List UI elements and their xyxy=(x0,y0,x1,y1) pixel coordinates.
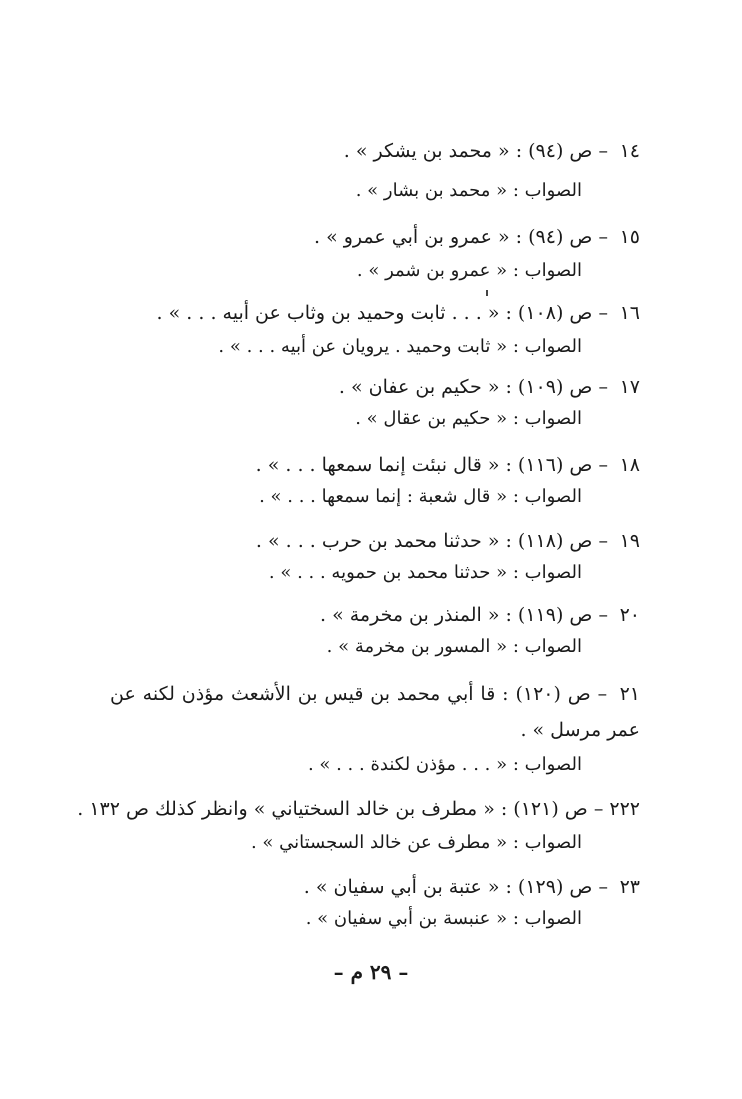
correction-14: الصواب : « محمد بن بشار » . xyxy=(355,180,582,201)
entry-20: ٢٠ – ص (١١٩) : « المنذر بن مخرمة » . xyxy=(319,604,640,626)
entry-number: ١٩ xyxy=(619,530,640,552)
entry-16: ١٦ – ص (١٠٨) : « . . . ثابت وحميد بن وثاب عن أبيه . . . » . xyxy=(156,302,640,324)
entry-number: ١٨ xyxy=(619,454,640,476)
entry-number: ١٥ xyxy=(619,226,640,248)
correction-18: الصواب : « قال شعبة : إنما سمعها . . . » . xyxy=(259,486,582,507)
entry-15: ١٥ – ص (٩٤) : « عمرو بن أبي عمرو » . xyxy=(314,226,640,248)
correction-19: الصواب : « حدثنا محمد بن حمويه . . . » . xyxy=(268,562,582,583)
entry-21: ٢١ – ص (١٢٠) : قا أبي محمد بن قيس بن الأشعث مؤذن لكنه عن عمر مرسل » . xyxy=(110,676,640,748)
entry-text: ص (٩٤) : « محمد بن يشكر » . xyxy=(343,140,593,162)
stray-mark xyxy=(486,290,488,296)
correction-22: الصواب : « مطرف عن خالد السجستاني » . xyxy=(250,832,582,853)
correction-15: الصواب : « عمرو بن شمر » . xyxy=(356,260,582,281)
entry-23: ٢٣ – ص (١٢٩) : « عتبة بن أبي سفيان » . xyxy=(303,876,640,898)
entry-text: ص (١٢١) : « مطرف بن خالد السختياني » وانظر كذلك ص ١٣٢ . xyxy=(77,798,588,820)
entry-text: ص (١٢٠) : قا أبي محمد بن قيس بن الأشعث مؤذن لكنه عن عمر مرسل » . xyxy=(110,683,640,741)
entry-text: ص (١١٦) : « قال نبئت إنما سمعها . . . » . xyxy=(255,454,593,476)
entry-number: ٢٠ xyxy=(619,604,640,626)
entry-22: ٢٢٢ – ص (١٢١) : « مطرف بن خالد السختياني » وانظر كذلك ص ١٣٢ . xyxy=(77,798,640,820)
entry-14: ١٤ – ص (٩٤) : « محمد بن يشكر » . xyxy=(343,140,640,162)
page-number: – ٢٩ م – xyxy=(333,960,409,984)
entry-text: ص (٩٤) : « عمرو بن أبي عمرو » . xyxy=(314,226,593,248)
correction-16: الصواب : « ثابت وحميد . يرويان عن أبيه . . . » . xyxy=(218,336,582,357)
entry-number: ٢٢٢ xyxy=(609,798,640,820)
entry-number: ٢٣ xyxy=(619,876,640,898)
entry-number: ٢١ xyxy=(619,683,640,705)
correction-23: الصواب : « عنبسة بن أبي سفيان » . xyxy=(305,908,582,929)
entry-number: ١٤ xyxy=(619,140,640,162)
entry-18: ١٨ – ص (١١٦) : « قال نبئت إنما سمعها . . . » . xyxy=(255,454,640,476)
entry-text: ص (١١٨) : « حدثنا محمد بن حرب . . . » . xyxy=(255,530,593,552)
entry-text: ص (١٠٨) : « . . . ثابت وحميد بن وثاب عن أبيه . . . » . xyxy=(156,302,593,324)
entry-text: ص (١٠٩) : « حكيم بن عفان » . xyxy=(338,376,593,398)
entry-text: ص (١١٩) : « المنذر بن مخرمة » . xyxy=(319,604,593,626)
entry-number: ١٦ xyxy=(619,302,640,324)
entry-number: ١٧ xyxy=(619,376,640,398)
correction-20: الصواب : « المسور بن مخرمة » . xyxy=(326,636,582,657)
correction-21: الصواب : « . . . مؤذن لكندة . . . » . xyxy=(307,754,582,775)
entry-text: ص (١٢٩) : « عتبة بن أبي سفيان » . xyxy=(303,876,593,898)
entry-19: ١٩ – ص (١١٨) : « حدثنا محمد بن حرب . . . » . xyxy=(255,530,640,552)
entry-17: ١٧ – ص (١٠٩) : « حكيم بن عفان » . xyxy=(338,376,640,398)
correction-17: الصواب : « حكيم بن عقال » . xyxy=(355,408,582,429)
